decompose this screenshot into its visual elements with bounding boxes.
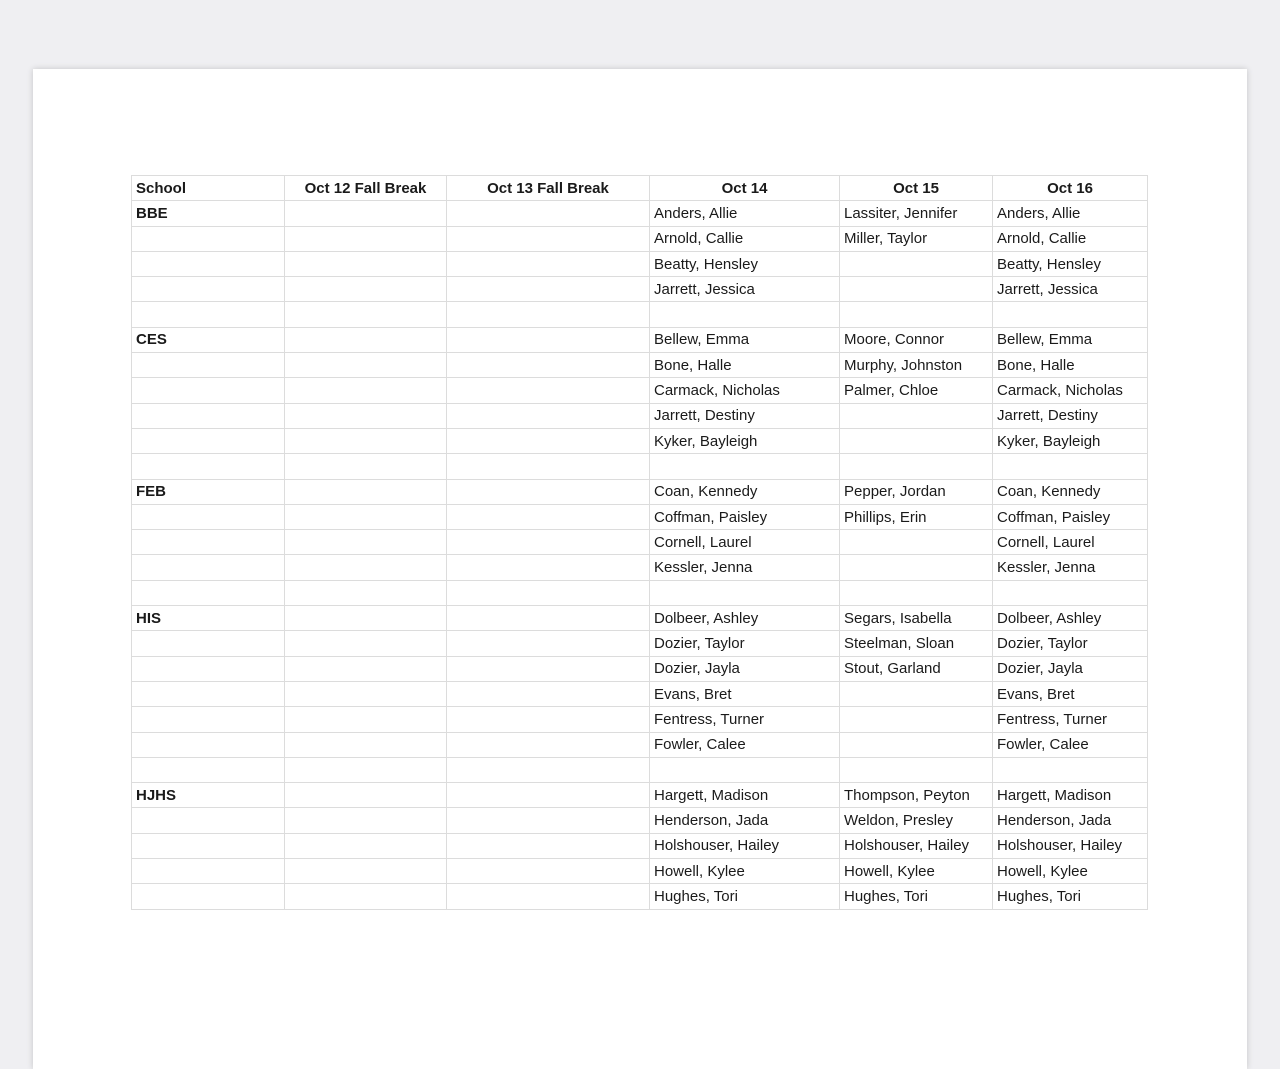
oct-13-cell [447,479,650,504]
schedule-table [131,175,1148,910]
oct-14-cell: Arnold, Callie [650,226,840,251]
table-row [132,681,1148,706]
oct-12-cell [285,555,447,580]
school-cell [132,403,285,428]
oct-13-cell [447,454,650,479]
oct-16-cell: Cornell, Laurel [993,530,1148,555]
oct-14-cell: Anders, Allie [650,201,840,226]
oct-16-cell: Jarrett, Destiny [993,403,1148,428]
table-row [132,555,1148,580]
oct-16-cell: Kyker, Bayleigh [993,428,1148,453]
oct-16-cell: Hughes, Tori [993,884,1148,909]
oct-16-cell: Carmack, Nicholas [993,378,1148,403]
table-row [132,833,1148,858]
oct-16-cell: Evans, Bret [993,681,1148,706]
oct-12-cell [285,783,447,808]
school-cell [132,732,285,757]
oct-12-cell [285,707,447,732]
table-row [132,201,1148,226]
oct-14-cell: Fentress, Turner [650,707,840,732]
table-row [132,707,1148,732]
oct-16-cell: Coan, Kennedy [993,479,1148,504]
oct-12-cell [285,606,447,631]
oct-15-cell [840,757,993,782]
oct-16-cell: Holshouser, Hailey [993,833,1148,858]
oct-15-cell: Howell, Kylee [840,859,993,884]
oct-12-cell [285,859,447,884]
school-cell [132,681,285,706]
oct-15-cell: Lassiter, Jennifer [840,201,993,226]
oct-13-cell [447,681,650,706]
school-cell [132,226,285,251]
oct-15-cell: Steelman, Sloan [840,631,993,656]
oct-13-cell [447,251,650,276]
school-cell [132,353,285,378]
oct-14-cell: Evans, Bret [650,681,840,706]
oct-15-cell: Segars, Isabella [840,606,993,631]
oct-13-cell [447,783,650,808]
oct-15-cell [840,707,993,732]
oct-12-cell [285,580,447,605]
oct-15-cell [840,277,993,302]
oct-14-cell [650,454,840,479]
school-cell: FEB [132,479,285,504]
oct-16-cell: Howell, Kylee [993,859,1148,884]
table-row [132,428,1148,453]
oct-16-cell: Arnold, Callie [993,226,1148,251]
oct-12-cell [285,201,447,226]
oct-14-cell: Dozier, Jayla [650,656,840,681]
table-row [132,732,1148,757]
school-cell [132,707,285,732]
oct-16-cell: Beatty, Hensley [993,251,1148,276]
oct-14-cell: Carmack, Nicholas [650,378,840,403]
school-cell [132,833,285,858]
table-row [132,479,1148,504]
oct-15-cell: Weldon, Presley [840,808,993,833]
table-row [132,580,1148,605]
oct-14-cell [650,302,840,327]
oct-13-cell [447,859,650,884]
oct-16-cell: Dozier, Taylor [993,631,1148,656]
oct-15-cell [840,428,993,453]
oct-16-cell: Fowler, Calee [993,732,1148,757]
table-row [132,327,1148,352]
oct-13-cell [447,277,650,302]
header-oct-12: Oct 12 Fall Break [285,176,447,201]
table-row [132,302,1148,327]
oct-13-cell [447,808,650,833]
oct-15-cell: Holshouser, Hailey [840,833,993,858]
table-row [132,656,1148,681]
school-cell [132,884,285,909]
table-row [132,631,1148,656]
oct-14-cell: Cornell, Laurel [650,530,840,555]
oct-13-cell [447,428,650,453]
oct-14-cell: Beatty, Hensley [650,251,840,276]
oct-13-cell [447,353,650,378]
oct-13-cell [447,226,650,251]
school-cell: HJHS [132,783,285,808]
oct-12-cell [285,530,447,555]
school-cell [132,808,285,833]
oct-15-cell [840,681,993,706]
school-cell [132,428,285,453]
oct-15-cell: Hughes, Tori [840,884,993,909]
header-oct-15: Oct 15 [840,176,993,201]
oct-14-cell: Hughes, Tori [650,884,840,909]
oct-15-cell [840,251,993,276]
oct-15-cell: Phillips, Erin [840,504,993,529]
oct-12-cell [285,631,447,656]
table-row [132,251,1148,276]
oct-13-cell [447,732,650,757]
oct-15-cell: Pepper, Jordan [840,479,993,504]
table-row [132,530,1148,555]
oct-15-cell [840,454,993,479]
oct-12-cell [285,504,447,529]
oct-15-cell [840,530,993,555]
header-school: School [132,176,285,201]
oct-12-cell [285,808,447,833]
oct-14-cell: Holshouser, Hailey [650,833,840,858]
oct-15-cell: Miller, Taylor [840,226,993,251]
school-cell: CES [132,327,285,352]
school-cell: BBE [132,201,285,226]
table-row [132,606,1148,631]
oct-16-cell: Henderson, Jada [993,808,1148,833]
table-row [132,226,1148,251]
oct-16-cell: Coffman, Paisley [993,504,1148,529]
header-oct-13: Oct 13 Fall Break [447,176,650,201]
table-row [132,757,1148,782]
oct-14-cell [650,757,840,782]
oct-12-cell [285,681,447,706]
school-cell [132,251,285,276]
oct-14-cell: Hargett, Madison [650,783,840,808]
school-cell [132,656,285,681]
table-body [132,201,1148,909]
oct-14-cell: Jarrett, Destiny [650,403,840,428]
oct-13-cell [447,555,650,580]
oct-13-cell [447,327,650,352]
oct-15-cell: Murphy, Johnston [840,353,993,378]
oct-14-cell: Dozier, Taylor [650,631,840,656]
oct-15-cell [840,555,993,580]
oct-12-cell [285,277,447,302]
table-row [132,808,1148,833]
oct-14-cell: Jarrett, Jessica [650,277,840,302]
oct-16-cell [993,580,1148,605]
oct-14-cell: Kessler, Jenna [650,555,840,580]
oct-12-cell [285,251,447,276]
school-cell [132,631,285,656]
oct-13-cell [447,403,650,428]
oct-13-cell [447,631,650,656]
oct-15-cell: Palmer, Chloe [840,378,993,403]
oct-16-cell [993,302,1148,327]
oct-16-cell: Fentress, Turner [993,707,1148,732]
school-cell [132,530,285,555]
oct-13-cell [447,201,650,226]
oct-12-cell [285,428,447,453]
oct-12-cell [285,479,447,504]
header-oct-16: Oct 16 [993,176,1148,201]
table-row [132,353,1148,378]
oct-15-cell: Moore, Connor [840,327,993,352]
oct-13-cell [447,302,650,327]
oct-12-cell [285,403,447,428]
header-row [132,176,1148,201]
oct-13-cell [447,757,650,782]
school-cell [132,859,285,884]
school-cell [132,378,285,403]
oct-13-cell [447,504,650,529]
oct-12-cell [285,378,447,403]
oct-14-cell: Fowler, Calee [650,732,840,757]
oct-12-cell [285,454,447,479]
oct-15-cell: Thompson, Peyton [840,783,993,808]
oct-14-cell: Howell, Kylee [650,859,840,884]
oct-15-cell [840,403,993,428]
header-oct-14: Oct 14 [650,176,840,201]
oct-14-cell [650,580,840,605]
school-cell [132,454,285,479]
oct-15-cell: Stout, Garland [840,656,993,681]
school-cell [132,504,285,529]
oct-13-cell [447,656,650,681]
oct-16-cell [993,454,1148,479]
oct-12-cell [285,757,447,782]
oct-16-cell: Jarrett, Jessica [993,277,1148,302]
oct-16-cell [993,757,1148,782]
oct-12-cell [285,226,447,251]
oct-12-cell [285,732,447,757]
school-cell: HIS [132,606,285,631]
oct-13-cell [447,606,650,631]
oct-14-cell: Bone, Halle [650,353,840,378]
oct-12-cell [285,833,447,858]
table-row [132,783,1148,808]
oct-15-cell [840,302,993,327]
oct-14-cell: Kyker, Bayleigh [650,428,840,453]
oct-16-cell: Bone, Halle [993,353,1148,378]
oct-13-cell [447,833,650,858]
oct-12-cell [285,353,447,378]
oct-15-cell [840,732,993,757]
school-cell [132,555,285,580]
table-row [132,277,1148,302]
oct-14-cell: Coffman, Paisley [650,504,840,529]
oct-13-cell [447,530,650,555]
oct-14-cell: Henderson, Jada [650,808,840,833]
table-row [132,454,1148,479]
oct-14-cell: Coan, Kennedy [650,479,840,504]
oct-13-cell [447,378,650,403]
oct-12-cell [285,302,447,327]
oct-12-cell [285,656,447,681]
school-cell [132,277,285,302]
oct-12-cell [285,327,447,352]
table-row [132,378,1148,403]
oct-15-cell [840,580,993,605]
oct-13-cell [447,707,650,732]
oct-16-cell: Anders, Allie [993,201,1148,226]
table-row [132,884,1148,909]
oct-13-cell [447,884,650,909]
oct-12-cell [285,884,447,909]
school-cell [132,757,285,782]
oct-14-cell: Dolbeer, Ashley [650,606,840,631]
school-cell [132,302,285,327]
oct-13-cell [447,580,650,605]
oct-16-cell: Dozier, Jayla [993,656,1148,681]
table-row [132,504,1148,529]
oct-14-cell: Bellew, Emma [650,327,840,352]
table-row [132,403,1148,428]
oct-16-cell: Bellew, Emma [993,327,1148,352]
oct-16-cell: Kessler, Jenna [993,555,1148,580]
oct-16-cell: Dolbeer, Ashley [993,606,1148,631]
school-cell [132,580,285,605]
oct-16-cell: Hargett, Madison [993,783,1148,808]
table-row [132,859,1148,884]
